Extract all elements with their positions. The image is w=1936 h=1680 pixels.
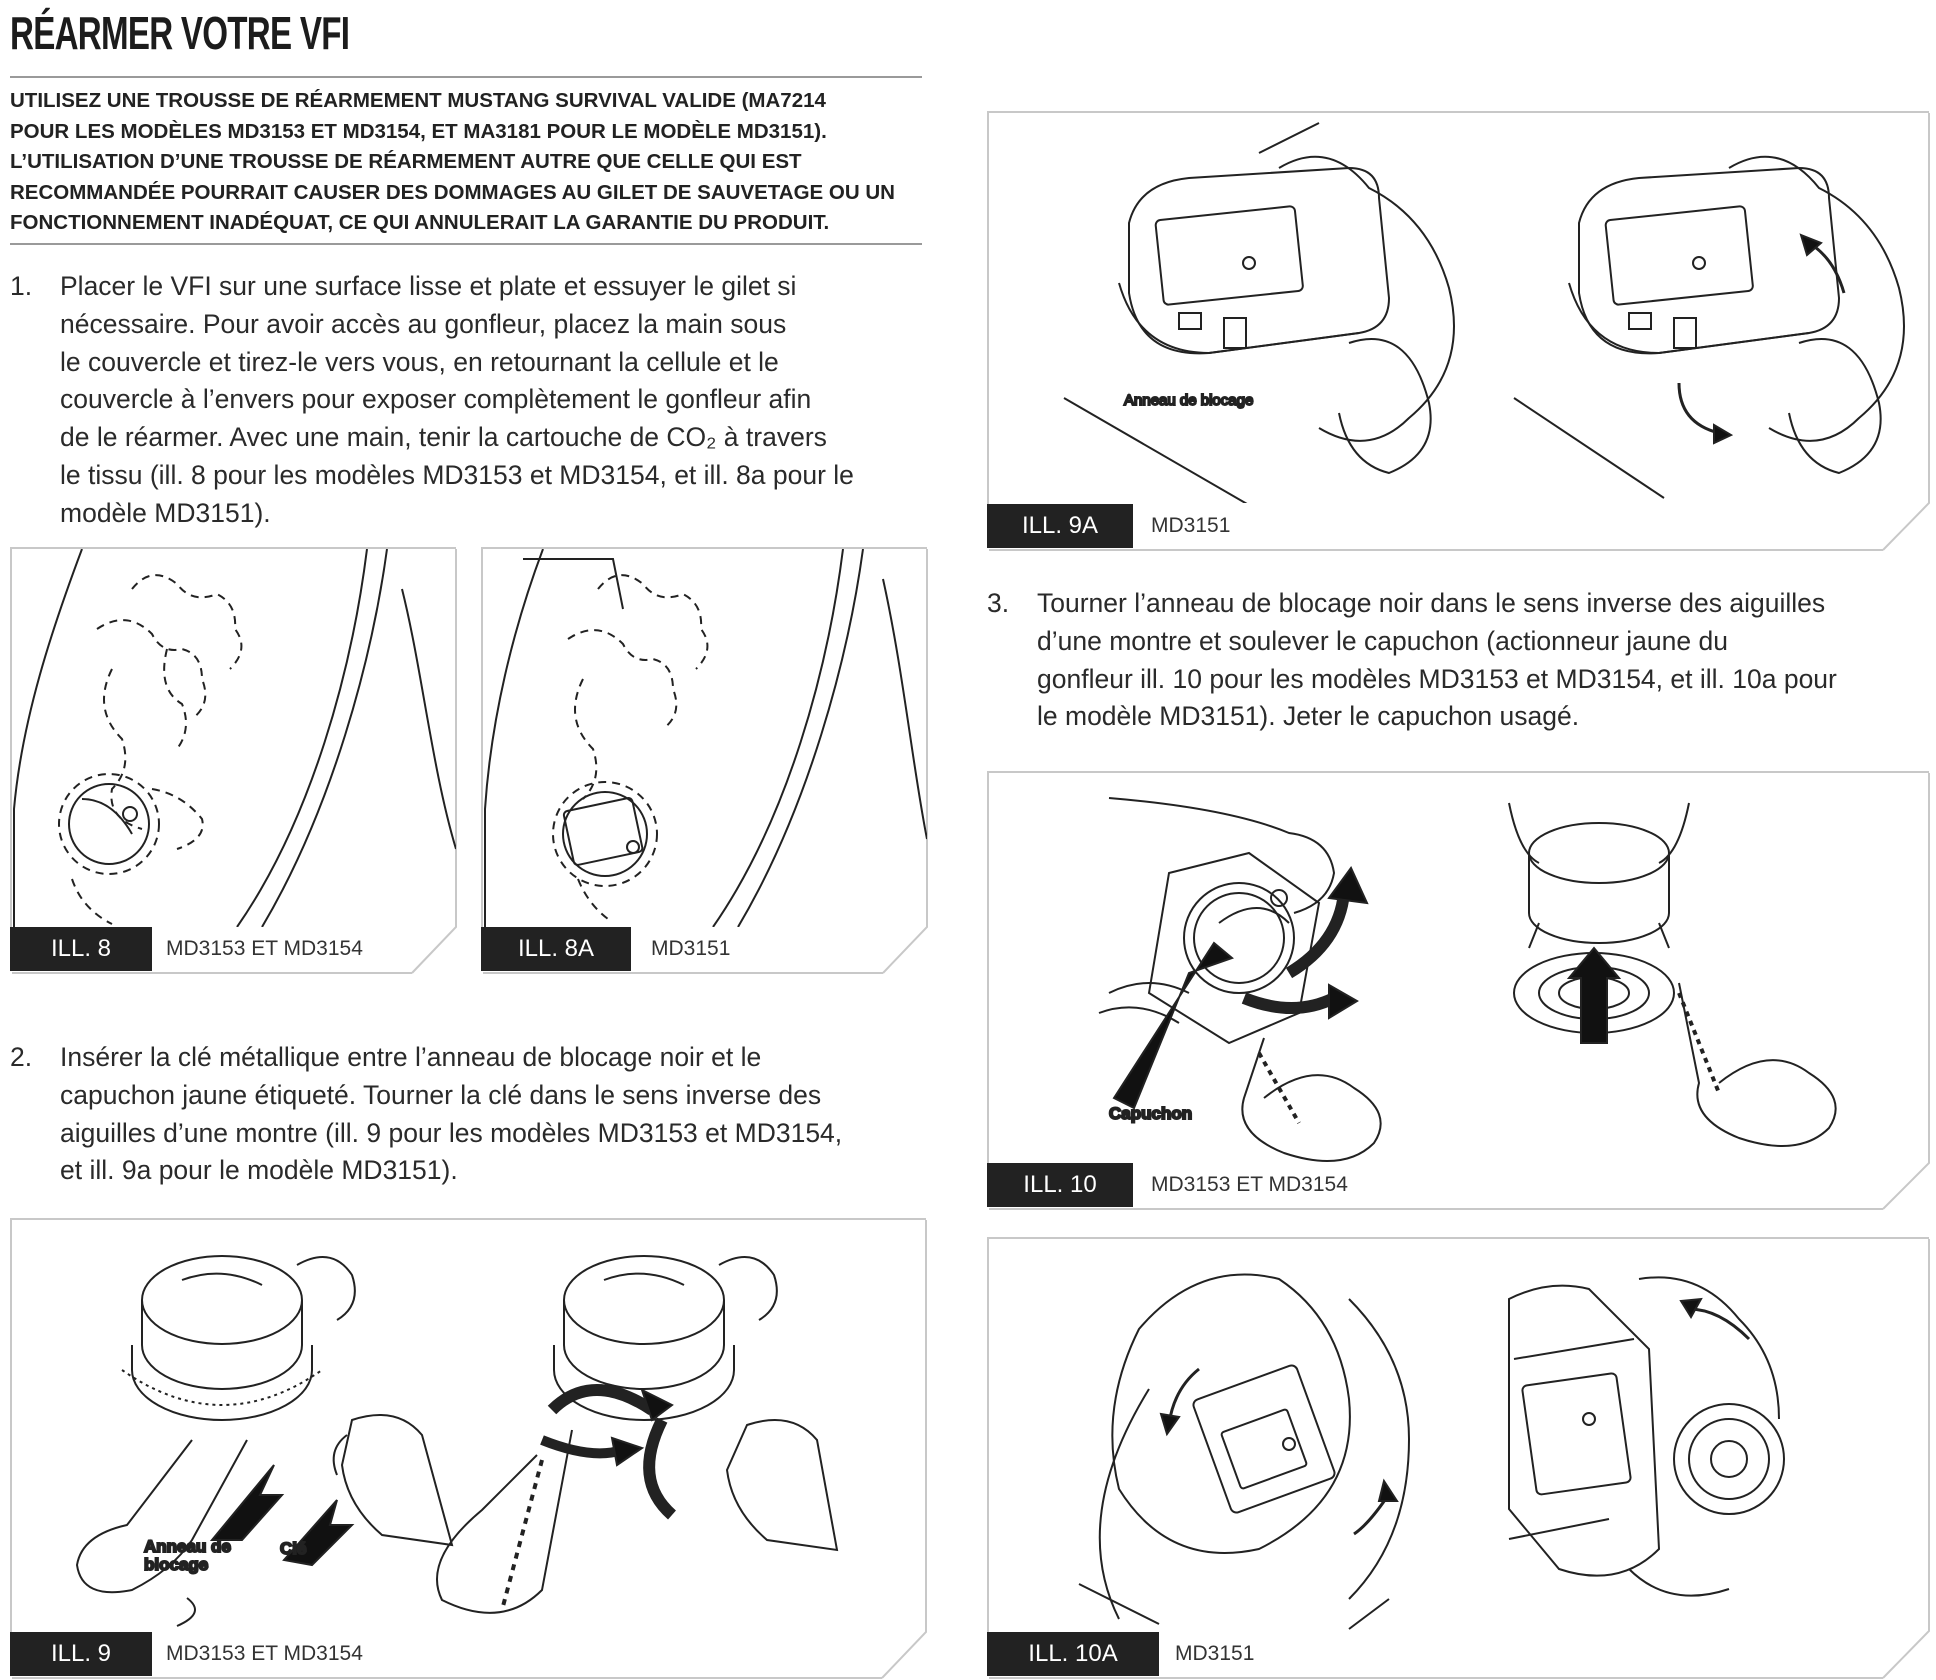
warning-line: L’UTILISATION D’UNE TROUSSE DE RÉARMEMENT AUTRE QUE CELLE QUI EST	[10, 150, 802, 173]
warning-line: UTILISEZ UNE TROUSSE DE RÉARMEMENT MUSTANG SURVIVAL VALIDE (MA7214	[10, 89, 826, 112]
page-title: RÉARMER VOTRE VFI	[10, 7, 350, 59]
figure-ill-10	[987, 771, 1929, 1207]
ring-label-line2: blocage	[144, 1555, 209, 1574]
figure-tag: ILL. 10	[987, 1163, 1133, 1207]
figure-tag: ILL. 8A	[481, 927, 631, 971]
step-line: et ill. 9a pour le modèle MD3151).	[60, 1155, 458, 1186]
step-line: le couvercle et tirez-le vers vous, en retournant la cellule et le	[60, 346, 779, 377]
warning-line: FONCTIONNEMENT INADÉQUAT, CE QUI ANNULERAIT LA GARANTIE DU PRODUIT.	[10, 211, 830, 234]
warning-line: POUR LES MODÈLES MD3153 ET MD3154, ET MA3181 POUR LE MODÈLE MD3151).	[10, 119, 827, 143]
figure-ill-8	[10, 547, 456, 971]
cap-label: Capuchon	[1109, 1104, 1193, 1123]
figure-tag: ILL. 10A	[987, 1632, 1159, 1676]
ring-label-line1: Anneau de	[144, 1537, 231, 1556]
figure-model: MD3151	[1151, 514, 1231, 537]
step-line: gonfleur ill. 10 pour les modèles MD3153 et MD3154, et ill. 10a pour	[1037, 663, 1837, 694]
figure-tag: ILL. 8	[10, 927, 152, 971]
step-line: le tissu (ill. 8 pour les modèles MD3153 et MD3154, et ill. 8a pour le	[60, 459, 854, 490]
step-number: 2.	[10, 1042, 33, 1072]
step-line: Insérer la clé métallique entre l’anneau de blocage noir et le	[60, 1042, 762, 1072]
step-line: de le réarmer. Avec une main, tenir la cartouche de CO₂ à travers	[60, 422, 827, 453]
title-rule	[10, 76, 922, 78]
figure-model: MD3153 ET MD3154	[1151, 1173, 1348, 1196]
figure-ill-8a	[481, 547, 927, 971]
warning-line: RECOMMANDÉE POURRAIT CAUSER DES DOMMAGES AU GILET DE SAUVETAGE OU UN	[10, 180, 895, 204]
figure-ill-9a	[987, 111, 1929, 548]
step-line: Tourner l’anneau de blocage noir dans le sens inverse des aiguilles	[1037, 588, 1826, 618]
hand-holding-co2-cartridge-illustration-icon	[12, 549, 456, 927]
key-label: Clé	[280, 1539, 307, 1558]
hand-holding-md3151-cartridge-illustration-icon	[483, 549, 927, 927]
ring-label: Anneau de blocage	[1124, 392, 1254, 409]
step-line: modèle MD3151).	[60, 497, 271, 528]
figure-ill-10a	[987, 1237, 1929, 1676]
figure-ill-9	[10, 1218, 926, 1676]
figure-model: MD3153 ET MD3154	[166, 1642, 363, 1665]
md3151-locking-ring-illustration-icon	[989, 113, 1929, 503]
figure-tag: ILL. 9A	[987, 504, 1133, 548]
figure-model: MD3151	[1175, 1642, 1255, 1665]
figure-model: MD3153 ET MD3154	[166, 937, 363, 960]
step-number: 3.	[987, 588, 1010, 618]
figure-model: MD3151	[651, 937, 731, 960]
warning-notice	[10, 86, 922, 239]
md3151-cap-rotation-illustration-icon	[989, 1239, 1929, 1631]
step-line: aiguilles d’une montre (ill. 9 pour les modèles MD3153 et MD3154,	[60, 1117, 843, 1148]
step-line: nécessaire. Pour avoir accès au gonfleur, placez la main sous	[60, 308, 787, 339]
step-line: couvercle à l’envers pour exposer complètement le gonfleur afin	[60, 384, 812, 415]
step-line: d’une montre et soulever le capuchon (actionneur jaune du	[1037, 625, 1728, 656]
step-line: le modèle MD3151). Jeter le capuchon usagé.	[1037, 701, 1580, 732]
step-number: 1.	[10, 271, 33, 301]
key-turning-locking-ring-illustration-icon	[12, 1220, 926, 1632]
cap-removal-illustration-icon	[989, 773, 1929, 1163]
step-line: capuchon jaune étiqueté. Tourner la clé dans le sens inverse des	[60, 1079, 822, 1110]
warning-rule	[10, 243, 922, 245]
figure-tag: ILL. 9	[10, 1632, 152, 1676]
step-line: Placer le VFI sur une surface lisse et plate et essuyer le gilet si	[60, 271, 797, 301]
